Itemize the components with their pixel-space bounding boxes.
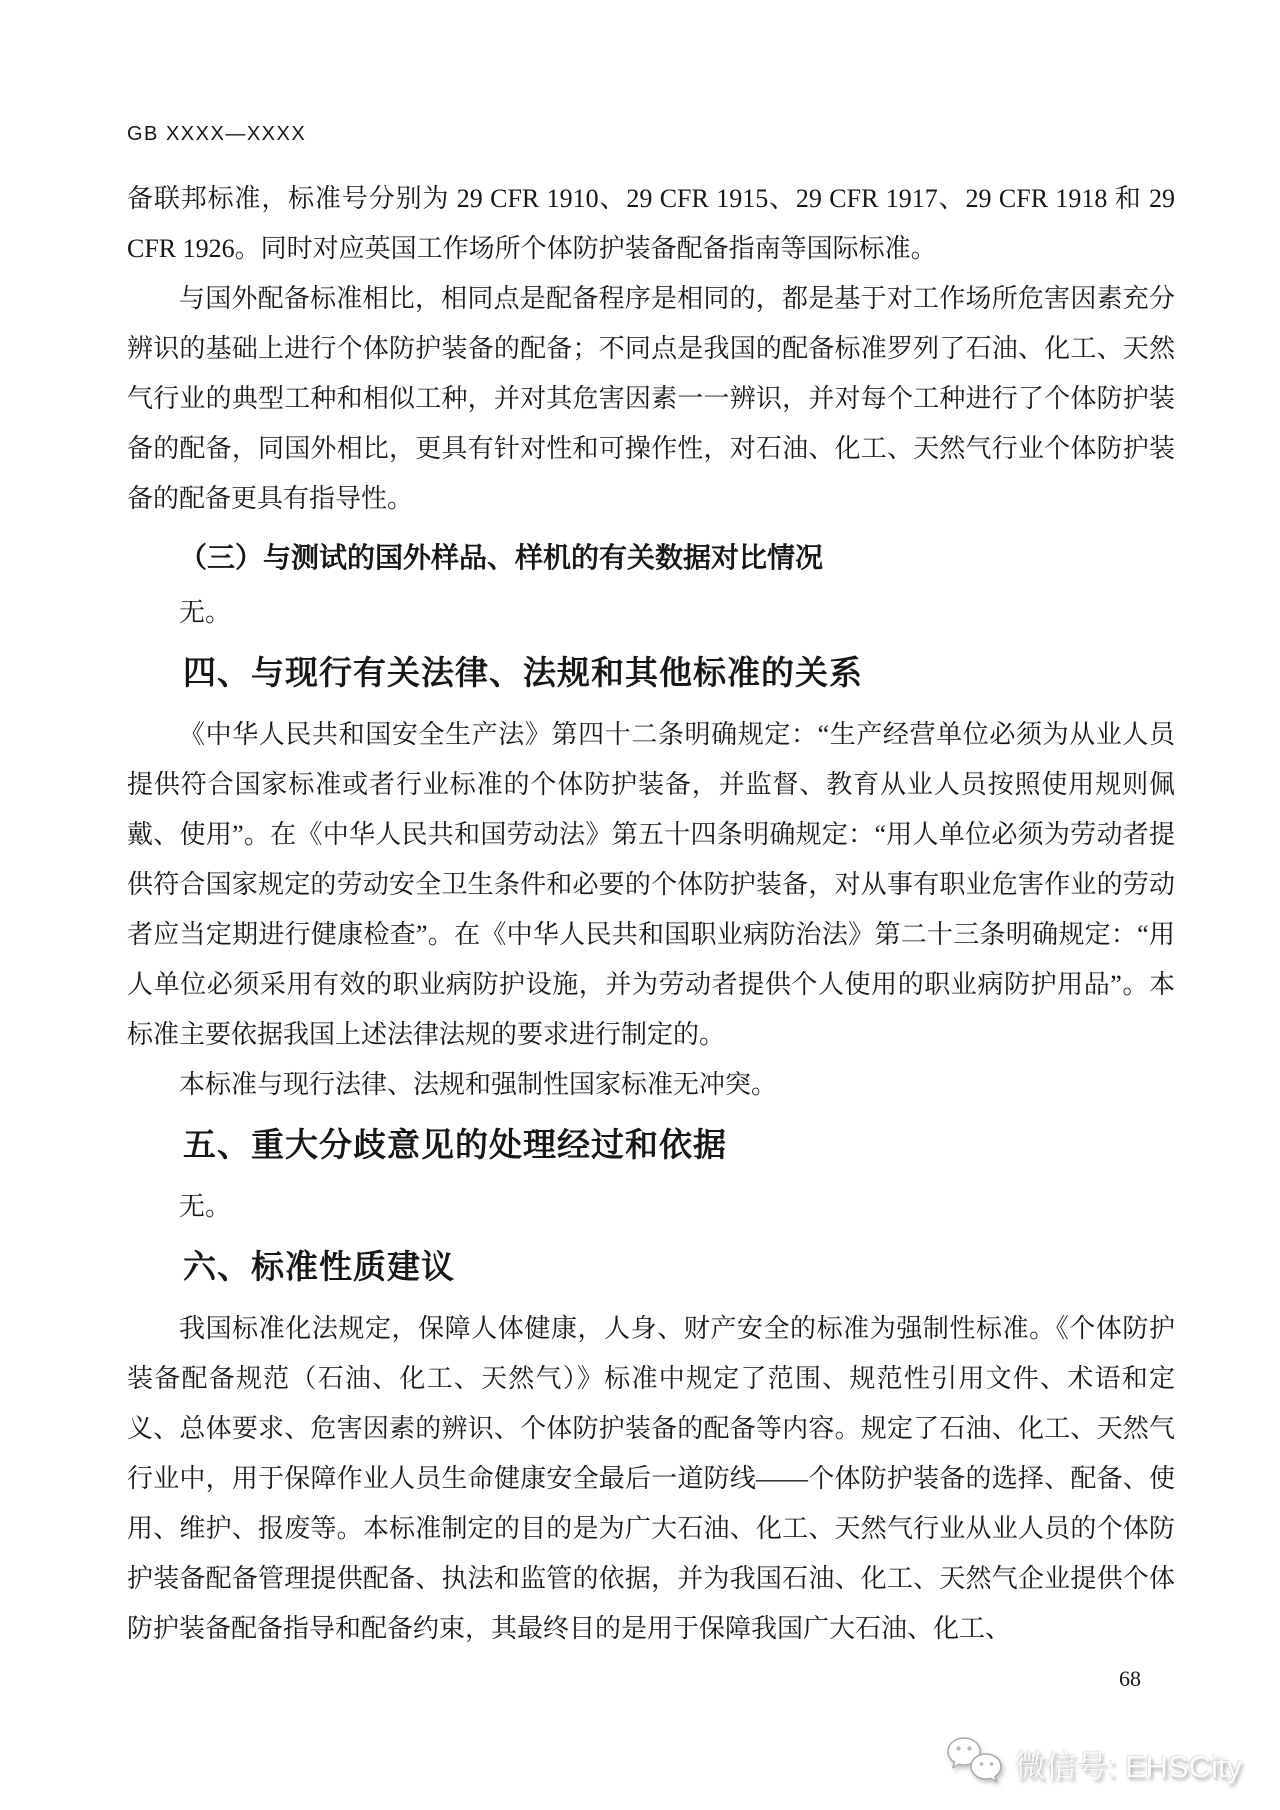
wechat-watermark — [943, 1734, 1242, 1792]
wechat-icon — [943, 1734, 1007, 1792]
subsection-heading: （三）与测试的国外样品、样机的有关数据对比情况 — [179, 542, 824, 573]
paragraph: 无。 — [179, 598, 232, 627]
paragraph: 《中华人民共和国安全生产法》第四十二条明确规定：“生产经营单位必须为从业人员提供符合国家标准或者行业标准的个体防护装备，并监督、教育从业人员按照使用规则佩戴、使用”。在《中华人民共和国劳动法》第五十四条明确规定：“用人单位必须为劳动者提供符合国家规定的劳动安全卫生条件和必要的个体防护装备，对从事有职业危害作业的劳动者应当定期进行健康检查”。在《中华人民共和国职业病防治法》第二十三条明确规定：“用人单位必须采用有效的职业病防护设施，并为劳动者提供个人使用的职业病防护用品”。本标准主要依据我国上述法律法规的要求进行制定的。 — [127, 720, 1175, 1049]
standard-code-header: GB XXXX—XXXX — [127, 123, 307, 145]
page-number: 68 — [1119, 1666, 1141, 1691]
section-heading: 六、标准性质建议 — [183, 1248, 455, 1285]
paragraph: 本标准与现行法律、法规和强制性国家标准无冲突。 — [179, 1070, 778, 1099]
section-heading: 五、重大分歧意见的处理经过和依据 — [183, 1126, 727, 1163]
wechat-label: 微信号: EHSCity — [1014, 1748, 1242, 1784]
paragraph: 我国标准化法规定，保障人体健康，人身、财产安全的标准为强制性标准。《个体防护装备配备规范（石油、化工、天然气）》标准中规定了范围、规范性引用文件、术语和定义、总体要求、危害因素的辨识、个体防护装备的配备等内容。规定了石油、化工、天然气行业中，用于保障作业人员生命健康安全最后一道防线——个体防护装备的选择、配备、使用、维护、报废等。本标准制定的目的是为广大石油、化工、天然气行业从业人员的个体防护装备配备管理提供配备、执法和监管的依据，并为我国石油、化工、天然气企业提供个体防护装备配备指导和配备约束，其最终目的是用于保障我国广大石油、化工、 — [127, 1314, 1175, 1643]
paragraph: 无。 — [179, 1192, 232, 1221]
section-heading: 四、与现行有关法律、法规和其他标准的关系 — [183, 654, 863, 691]
paragraph: 与国外配备标准相比，相同点是配备程序是相同的，都是基于对工作场所危害因素充分辨识的基础上进行个体防护装备的配备；不同点是我国的配备标准罗列了石油、化工、天然气行业的典型工种和相似工种，并对其危害因素一一辨识，并对每个工种进行了个体防护装备的配备，同国外相比，更具有针对性和可操作性，对石油、化工、天然气行业个体防护装备的配备更具有指导性。 — [127, 284, 1175, 513]
paragraph: 备联邦标准，标准号分别为 29 CFR 1910、29 CFR 1915、29 CFR 1917、29 CFR 1918 和 29 CFR 1926。同时对应英国工作场所个体防护装备配备指南等国际标准。 — [127, 184, 1175, 263]
